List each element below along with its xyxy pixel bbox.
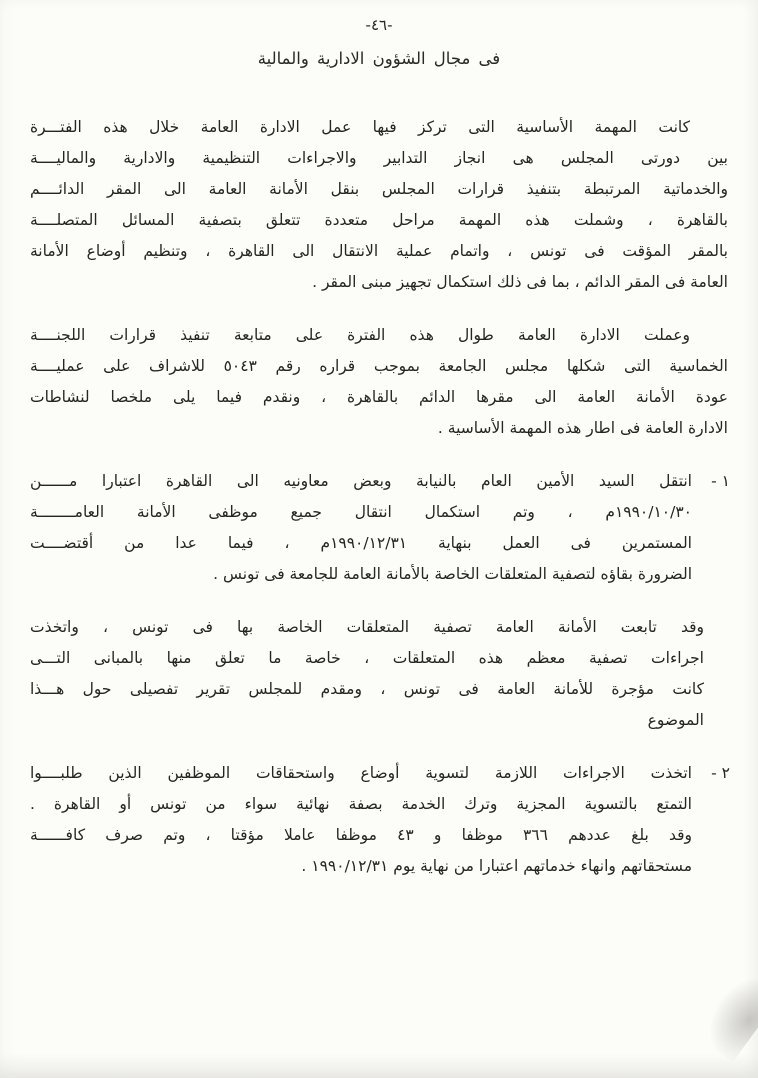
text-line: كانت المهمة الأساسية التى تركز فيها عمل الادارة العامة خلال هذه الفتـــرة — [30, 118, 690, 136]
scan-smudge-artifact — [691, 954, 758, 1062]
text-line: كانت مؤجرة للأمانة العامة فى تونس ، ومقدم للمجلس تقرير تفصيلى حول هـــذا — [30, 680, 704, 698]
item-number: ٢ - — [711, 764, 730, 782]
numbered-item-2 — [30, 758, 728, 882]
text-line: الموضوع — [647, 711, 704, 729]
text-line: وعملت الادارة العامة طوال هذه الفترة على متابعة تنفيذ قرارات اللجنــــة — [30, 326, 690, 344]
text-line: التمتع بالتسوية المجزية وترك الخدمة بصفة نهائية سواء من تونس أو القاهرة . — [30, 795, 692, 813]
item-1-continuation-paragraph — [30, 612, 728, 736]
text-line: وقد بلغ عددهم ٣٦٦ موظفا و ٤٣ موظفا عاملا مؤقتا ، وتم صرف كافــــــة — [30, 826, 692, 844]
text-line: اجراءات تصفية معظم هذه المتعلقات ، خاصة ما تعلق منها بالمبانى التـــى — [30, 649, 704, 667]
text-line: المستمرين فى العمل بنهاية ١٩٩٠/١٢/٣١م ، فيما عدا من أقتضــــت — [30, 534, 692, 552]
paragraph-2 — [30, 320, 728, 444]
text-line: بين دورتى المجلس هى انجاز التدابير والاجراءات التنظيمية والادارية والماليــــة — [30, 149, 728, 167]
text-line: الضرورة بقاؤه لتصفية المتعلقات الخاصة بالأمانة العامة للجامعة فى تونس . — [213, 565, 692, 583]
section-title: فى مجال الشؤون الادارية والمالية — [257, 49, 501, 68]
paragraph-1 — [30, 112, 728, 298]
text-line: ١٩٩٠/١٠/٣٠م ، وتم استكمال انتقال جميع موظفى الأمانة العامــــــــة — [30, 503, 692, 521]
text-line: والخدماتية المرتبطة بتنفيذ قرارات المجلس بنقل الأمانة العامة الى المقر الدائــــم — [30, 180, 728, 198]
text-line: بالمقر المؤقت فى تونس ، واتمام عملية الانتقال الى القاهرة ، وتنظيم أوضاع الأمانة — [30, 242, 728, 260]
page-edge-shadow — [0, 1052, 758, 1078]
text-line: مستحقاتهم وانهاء خدماتهم اعتبارا من نهاية يوم ١٩٩٠/١٢/٣١ . — [301, 857, 692, 875]
page-number: -٤٦- — [365, 16, 393, 34]
text-line: اتخذت الاجراءات اللازمة لتسوية أوضاع واستحقاقات الموظفين الذين طلبــــوا — [30, 764, 692, 782]
numbered-item-1 — [30, 466, 728, 590]
text-line: العامة فى المقر الدائم ، بما فى ذلك استكمال تجهيز مبنى المقر . — [312, 273, 728, 291]
text-line: انتقل السيد الأمين العام بالنيابة وبعض معاونيه الى القاهرة اعتبارا مــــــن — [30, 472, 692, 490]
text-line: الخماسية التى شكلها مجلس الجامعة بموجب قراره رقم ٥٠٤٣ للاشراف على عمليــــة — [30, 357, 728, 375]
text-line: عودة الأمانة العامة الى مقرها الدائم بالقاهرة ، ونقدم فيما يلى ملخصا لنشاطات — [30, 388, 728, 406]
text-line: وقد تابعت الأمانة العامة تصفية المتعلقات الخاصة بها فى تونس ، واتخذت — [30, 618, 704, 636]
text-line: بالقاهرة ، وشملت هذه المهمة مراحل متعددة تتعلق بتصفية المسائل المتصلــــة — [30, 211, 728, 229]
item-number: ١ - — [711, 472, 730, 490]
text-line: الادارة العامة فى اطار هذه المهمة الأساسية . — [437, 419, 728, 437]
